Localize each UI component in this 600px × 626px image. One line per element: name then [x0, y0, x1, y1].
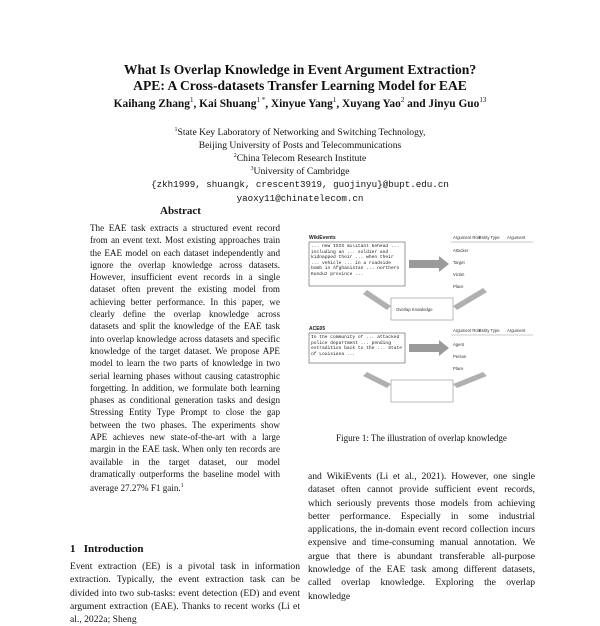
- affiliation-text: State Key Laboratory of Networking and Switching Technology,: [177, 127, 426, 139]
- section-title: Introduction: [83, 543, 144, 555]
- bottom-arrow: [409, 340, 449, 356]
- author-separator: ,: [193, 97, 200, 110]
- affiliation-text: Beijing University of Posts and Telecommunications: [198, 140, 402, 152]
- footnote-mark: 1: [180, 483, 184, 490]
- top-text-area: [311, 244, 403, 284]
- author-list: [0, 96, 600, 110]
- affiliation-3: [0, 163, 600, 178]
- diag-arrow-right: [453, 288, 487, 310]
- section-number: 1: [70, 543, 76, 555]
- intro-paragraph-right: and WikiEvents (Li et al., 2021). However, one single dataset often cannot provide sufficient event records, which seriously prevents those models from achieving better performance. Especially in some industrial applications, the in-domain event record collection incurs expensive and time-consuming manual annotation. We argue that there is abundant transferable all-purpose knowledge of the EAE task among different datasets, called overlap knowledge. Exploring the overlap knowledge: [308, 471, 535, 602]
- diag-arrow-left: [363, 290, 391, 310]
- author: Xuyang Yao: [342, 97, 401, 110]
- top-header-role: Argument Role: [453, 235, 481, 240]
- author: Xinyue Yang: [270, 97, 333, 110]
- abstract-body: [90, 222, 280, 495]
- top-row: Attacker: [453, 248, 469, 253]
- affiliation-mark: 1: [174, 127, 178, 133]
- email-line-1: {zkh1999, shuangk, crescent3919, guojinyu}@bupt.edu.cn: [151, 179, 449, 190]
- author-affiliation-mark: 2: [400, 96, 405, 104]
- paper-title-line-1: What Is Overlap Knowledge in Event Argument Extraction?: [123, 62, 477, 77]
- affiliation-text: China Telecom Research Institute: [236, 153, 367, 165]
- author: Jinyu Guo: [428, 97, 480, 110]
- author-affiliation-mark: 1 *: [256, 96, 266, 104]
- bottom-row: Place: [453, 366, 464, 371]
- author-affiliation-mark: 13: [479, 96, 487, 104]
- author-affiliation-mark: 1: [189, 96, 194, 104]
- bottom-header-role: Argument Role: [453, 328, 481, 333]
- top-row: Target: [453, 260, 465, 265]
- author-separator: ,: [265, 97, 271, 110]
- panel-top-label: WikiEvents: [309, 235, 336, 241]
- affiliation-mark: 2: [233, 153, 237, 159]
- bottom-header-arg: Argument: [507, 328, 526, 333]
- diag-arrow-lower-left: [363, 372, 391, 388]
- bottom-row: Person: [453, 354, 467, 359]
- overlap-label: Overlap Knowledge: [396, 307, 433, 312]
- intro-paragraph-left: Event extraction (EE) is a pivotal task in information extraction. Typically, the event extraction task can be divided into two sub-tasks: event detection (ED) and event argument extraction (EAE). Thanks to recent works (Li et al., 2022a; Sheng: [70, 561, 300, 626]
- diag-arrow-lower-right: [453, 372, 487, 388]
- top-event-text: ... new ISIS militant behead ... including an ... soldier and kidnapped their ... when their ... vehicle ... in a roadside bomb in Afghanistan ... northern Kunduz province ...: [311, 244, 400, 277]
- affiliation-text: University of Cambridge: [253, 166, 350, 178]
- bottom-event-text: In the community of ... attacked police department ... pending extradition back to the ... State of Louisiana ...: [311, 335, 402, 357]
- email-line-2: yaoxy11@chinatelecom.cn: [236, 193, 364, 204]
- figure-overlap-knowledge: [307, 232, 535, 428]
- paper-title-line-2: APE: A Cross-datasets Transfer Learning Model for EAE: [133, 78, 467, 93]
- bottom-text-area: [311, 335, 403, 362]
- top-arrow: [409, 256, 449, 272]
- overlap-box-lower: [391, 380, 453, 402]
- abstract-text: The EAE task extracts a structured event record from an event text. Most existing approaches train the EAE model on each dataset independently and ignore the overlap knowledge across datasets. However, insufficient event records in a single dataset often prevent the existing model from achieving better performance. In this paper, we clearly define the overlap knowledge across datasets and split the knowledge of the EAE task into overlap knowledge across datasets and specific knowledge of the target dataset. We propose APE model to learn the two parts of knowledge in two serial learning phases without causing catastrophic forgetting. In addition, we formulate both learning phases as conditional generation tasks and design Stressing Entity Type Prompt to close the gap between the two phases. The experiments show APE achieves new state-of-the-art with a large margin in the EAE task. When only ten records are available in the target dataset, our model dramatically outperforms the baseline model with average 27.27% F1 gain.: [90, 223, 280, 494]
- top-row: Victim: [453, 272, 465, 277]
- author-separator: ,: [336, 97, 343, 110]
- author-affiliation-mark: 1: [332, 96, 337, 104]
- author-separator: and: [404, 97, 429, 110]
- bottom-header-type: Entity Type: [479, 328, 500, 333]
- bottom-row: Agent: [453, 342, 464, 347]
- abstract-heading: Abstract: [160, 205, 201, 217]
- section-heading-introduction: [70, 543, 143, 555]
- top-header-arg: Argument: [507, 235, 526, 240]
- figure-caption: Figure 1: The illustration of overlap knowledge: [336, 433, 507, 443]
- author: Kai Shuang: [199, 97, 257, 110]
- author: Kaihang Zhang: [113, 97, 190, 110]
- affiliation-mark: 3: [250, 166, 254, 172]
- top-row: Place: [453, 284, 464, 289]
- top-header-type: Entity Type: [479, 235, 500, 240]
- panel-bottom-label: ACE05: [309, 326, 326, 332]
